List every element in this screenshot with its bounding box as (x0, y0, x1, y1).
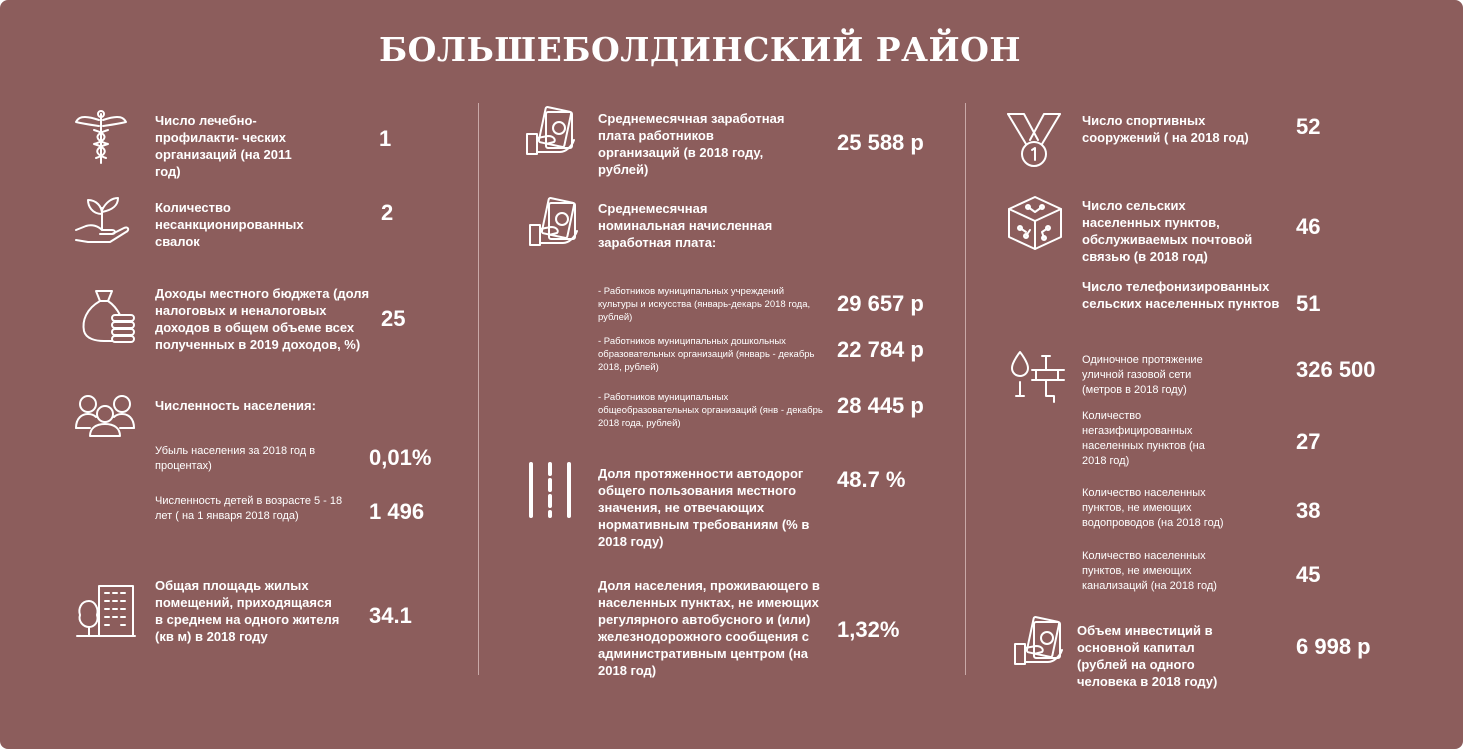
column-divider-1 (478, 103, 479, 675)
column-divider-2 (965, 103, 966, 675)
gas-network-value: 326 500 (1296, 357, 1376, 382)
transport-label: Доля населения, проживающего в населенных пунктах, не имеющих регулярного автобусного и (или) железнодорожного сообщения с административным центром (на 2018 год) (598, 578, 820, 678)
postal-label: Число сельских населенных пунктов, обслуживаемых почтовой связью (в 2018 год) (1082, 198, 1253, 264)
school-salary-label: - Работников муниципальных общеобразовательных организаций (янв - декабрь 2018 года, рублей) (598, 392, 823, 429)
no-water-label: Количество населенных пунктов, не имеющих водопроводов (на 2018 год) (1082, 487, 1224, 529)
money-hand-icon (527, 197, 581, 249)
phone-value: 51 (1296, 291, 1321, 316)
gas-pipe-icon (1006, 348, 1068, 404)
children-label: Численность детей в возрасте 5 - 18 лет ( на 1 января 2018 года) (155, 495, 343, 522)
page-title: БОЛЬШЕБОЛДИНСКИЙ РАЙОН (378, 30, 1022, 69)
roads-label: Доля протяженности автодорог общего пользования местного значения, не отвечающих нормативным требованиям (% в 2018 году) (598, 466, 810, 549)
building-icon (75, 583, 137, 639)
population-decline-value: 0,01% (369, 445, 432, 470)
transport-value: 1,32% (837, 617, 900, 642)
preschool-salary-label: - Работников муниципальных дошкольных образовательных организаций (январь - декабрь 2018, рублей) (598, 336, 815, 373)
investment-label: Объем инвестиций в основной капитал (рублей на одного человека в 2018 году) (1077, 623, 1218, 689)
budget-label: Доходы местного бюджета (доля налоговых и неналоговых доходов в общем объеме всех полученных в 2019 доходов, %) (155, 286, 370, 352)
money-bag-icon (78, 285, 138, 345)
budget-value: 25 (381, 306, 406, 331)
population-decline-label: Убыль населения за 2018 год в процентах) (155, 445, 316, 472)
housing-value: 34.1 (369, 603, 412, 628)
housing-label: Общая площадь жилых помещений, приходящаяся в среднем на одного жителя (кв м) в 2018 году (155, 578, 340, 644)
no-water-value: 38 (1296, 498, 1321, 523)
nominal-salary-label: Среднемесячная номинальная начисленная заработная плата: (598, 201, 773, 250)
medical-orgs-label: Число лечебно-профилакти- ческих организаций (на 2011 год) (155, 113, 292, 179)
gas-network-label: Одиночное протяжение уличной газовой сети (метров в 2018 году) (1082, 354, 1203, 396)
roads-value: 48.7 % (837, 467, 906, 492)
preschool-salary-value: 22 784 р (837, 337, 924, 362)
road-icon (525, 462, 575, 518)
no-sewer-value: 45 (1296, 562, 1321, 587)
dumps-value: 2 (381, 200, 394, 225)
investment-value: 6 998 р (1296, 634, 1371, 659)
children-value: 1 496 (369, 499, 425, 524)
sports-label: Число спортивных сооружений ( на 2018 год) (1082, 113, 1249, 145)
sports-value: 52 (1296, 114, 1321, 139)
culture-salary-label: - Работников муниципальных учреждений культуры и искусства (январь-декарь 2018 года, рублей) (598, 286, 811, 323)
people-icon (72, 390, 138, 440)
medal-icon (1004, 110, 1064, 170)
culture-salary-value: 29 657 р (837, 291, 924, 316)
network-box-icon (1006, 194, 1064, 252)
no-gas-label: Количество негазифицированных населенных пунктов (на 2018 год) (1082, 410, 1205, 467)
population-label: Численность населения: (155, 398, 316, 413)
caduceus-icon (72, 108, 130, 166)
money-hand-icon (1012, 616, 1066, 668)
avg-salary-label: Среднемесячная заработная плата работников организаций (в 2018 году, рублей) (598, 111, 785, 177)
phone-label: Число телефонизированных сельских населенных пунктов (1082, 279, 1280, 311)
dumps-label: Количество несанкционированных свалок (155, 200, 304, 249)
no-sewer-label: Количество населенных пунктов, не имеющих канализаций (на 2018 год) (1082, 550, 1217, 592)
money-hand-icon (524, 106, 578, 158)
medical-orgs-value: 1 (379, 126, 392, 151)
school-salary-value: 28 445 р (837, 393, 924, 418)
sprout-hand-icon (72, 190, 132, 248)
no-gas-value: 27 (1296, 429, 1321, 454)
postal-value: 46 (1296, 214, 1321, 239)
avg-salary-value: 25 588 р (837, 130, 924, 155)
